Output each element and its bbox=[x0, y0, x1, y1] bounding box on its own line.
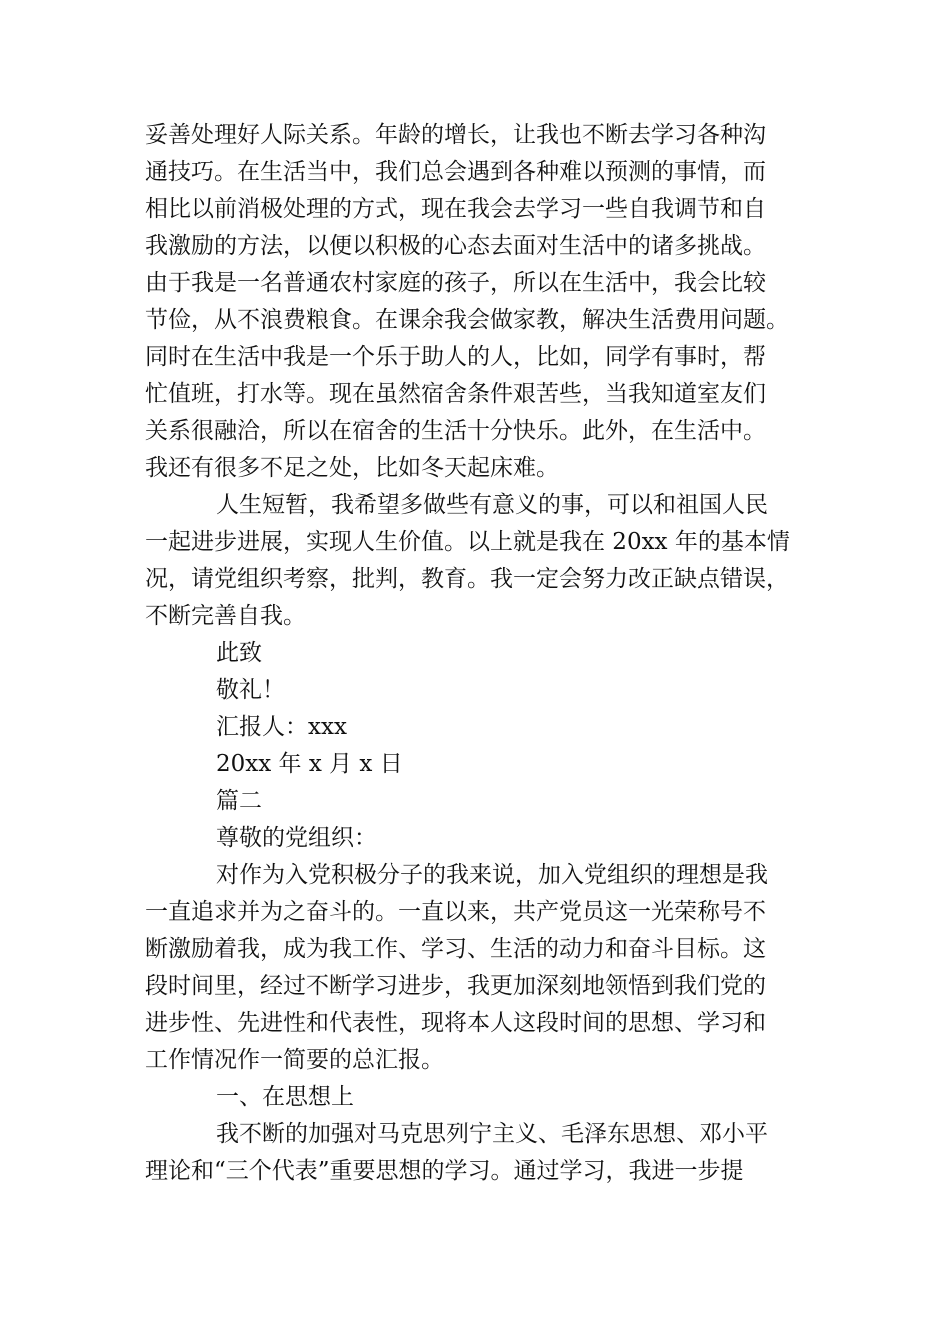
paragraph-start-line: 人生短暂，我希望多做些有意义的事，可以和祖国人民 bbox=[216, 492, 768, 518]
text-line: 一起进步进展，实现人生价值。以上就是我在 20xx 年的基本情 bbox=[145, 529, 790, 555]
closing-respect: 敬礼！ bbox=[216, 677, 285, 703]
text-line: 节俭，从不浪费粮食。在课余我会做家教，解决生活费用问题。 bbox=[145, 307, 789, 333]
text-line: 一直追求并为之奋斗的。一直以来，共产党员这一光荣称号不 bbox=[145, 899, 766, 925]
greeting-line: 尊敬的党组织： bbox=[216, 825, 377, 851]
text-line: 同时在生活中我是一个乐于助人的人，比如，同学有事时，帮 bbox=[145, 344, 766, 370]
paragraph-start-line: 对作为入党积极分子的我来说，加入党组织的理想是我 bbox=[216, 862, 768, 888]
text-line: 相比以前消极处理的方式，现在我会去学习一些自我调节和自 bbox=[145, 196, 766, 222]
text-line: 工作情况作一简要的总汇报。 bbox=[145, 1047, 444, 1073]
text-line: 由于我是一名普通农村家庭的孩子，所以在生活中，我会比较 bbox=[145, 270, 766, 296]
document-body bbox=[145, 117, 815, 1190]
text-line: 况，请党组织考察，批判，教育。我一定会努力改正缺点错误， bbox=[145, 566, 789, 592]
text-line: 断激励着我，成为我工作、学习、生活的动力和奋斗目标。这 bbox=[145, 936, 766, 962]
paragraph-start-line: 我不断的加强对马克思列宁主义、毛泽东思想、邓小平 bbox=[216, 1121, 768, 1147]
closing-salutation: 此致 bbox=[216, 640, 262, 666]
text-line: 理论和“三个代表”重要思想的学习。通过学习，我进一步提 bbox=[145, 1158, 744, 1184]
section-heading: 篇二 bbox=[216, 788, 262, 814]
text-line: 忙值班，打水等。现在虽然宿舍条件艰苦些，当我知道室友们 bbox=[145, 381, 766, 407]
text-line: 关系很融洽，所以在宿舍的生活十分快乐。此外，在生活中。 bbox=[145, 418, 766, 444]
text-line: 妥善处理好人际关系。年龄的增长，让我也不断去学习各种沟 bbox=[145, 122, 766, 148]
text-line: 通技巧。在生活当中，我们总会遇到各种难以预测的事情，而 bbox=[145, 159, 766, 185]
text-line: 进步性、先进性和代表性，现将本人这段时间的思想、学习和 bbox=[145, 1010, 766, 1036]
reporter-line: 汇报人：xxx bbox=[216, 714, 347, 740]
text-line: 不断完善自我。 bbox=[145, 603, 306, 629]
text-line: 我激励的方法，以便以积极的心态去面对生活中的诸多挑战。 bbox=[145, 233, 766, 259]
date-line: 20xx 年 x 月 x 日 bbox=[216, 751, 403, 777]
subsection-heading: 一、在思想上 bbox=[216, 1084, 354, 1110]
text-line: 段时间里，经过不断学习进步，我更加深刻地领悟到我们党的 bbox=[145, 973, 766, 999]
text-line: 我还有很多不足之处，比如冬天起床难。 bbox=[145, 455, 559, 481]
